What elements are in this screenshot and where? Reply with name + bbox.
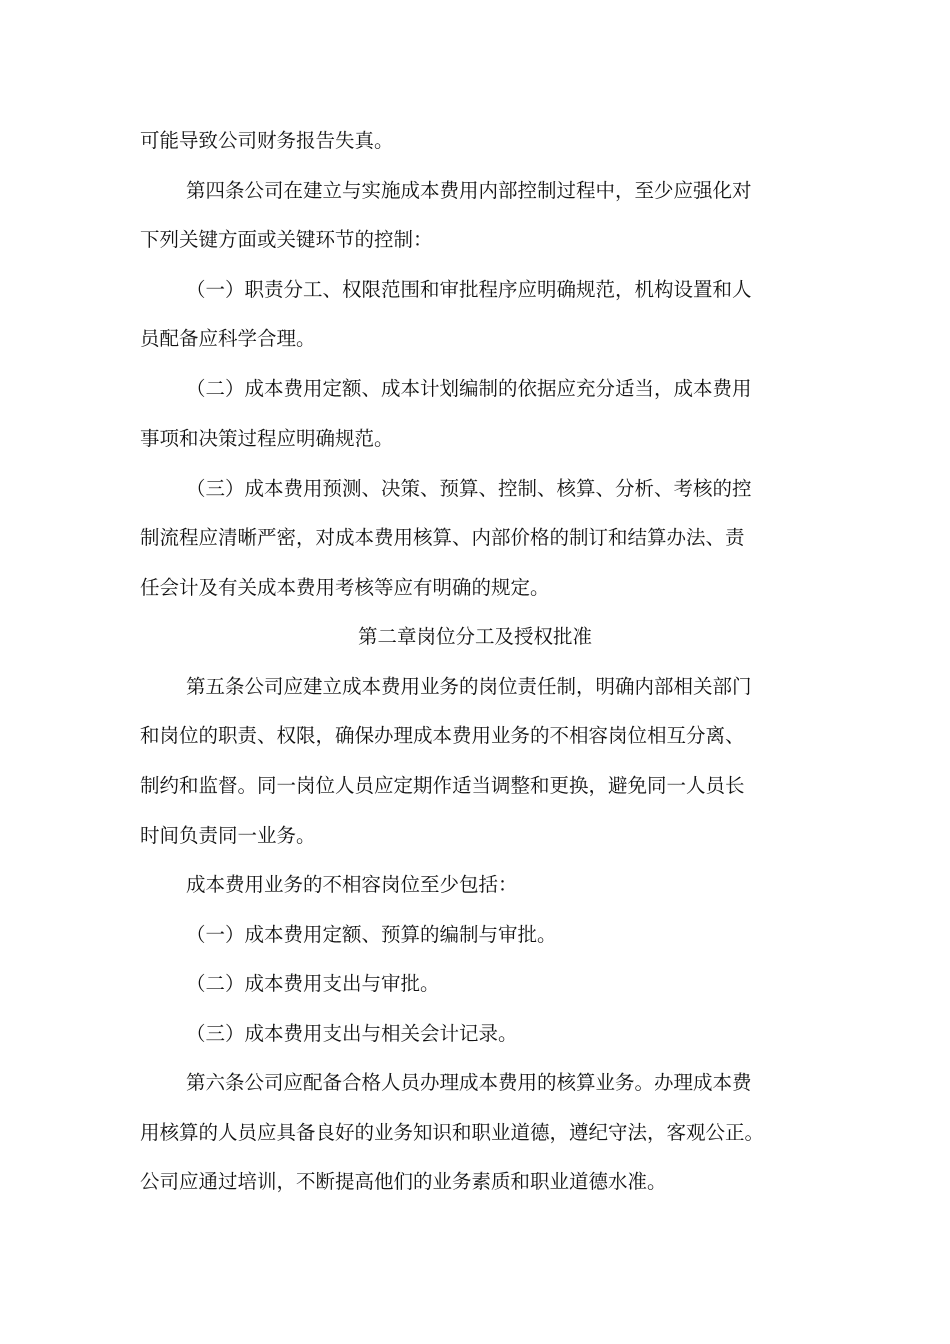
- article-5-line-4: 时间负责同一业务。: [140, 824, 316, 847]
- incompatible-item-3: （三）成本费用支出与相关会计记录。: [186, 1022, 518, 1045]
- item-3-line-2: 制流程应清晰严密，对成本费用核算、内部价格的制订和结算办法、责: [140, 526, 745, 549]
- item-1-line-1: （一）职责分工、权限范围和审批程序应明确规范，机构设置和人: [186, 278, 752, 301]
- article-6-line-1: 第六条公司应配备合格人员办理成本费用的核算业务。办理成本费: [186, 1071, 752, 1094]
- article-4-line-1: 第四条公司在建立与实施成本费用内部控制过程中，至少应强化对: [186, 179, 752, 202]
- item-2-line-1: （二）成本费用定额、成本计划编制的依据应充分适当，成本费用: [186, 377, 752, 400]
- text-line-1: 可能导致公司财务报告失真。: [140, 129, 394, 152]
- article-5-line-1: 第五条公司应建立成本费用业务的岗位责任制，明确内部相关部门: [186, 675, 752, 698]
- article-6-line-3: 公司应通过培训，不断提高他们的业务素质和职业道德水准。: [140, 1170, 667, 1193]
- article-5-line-2: 和岗位的职责、权限，确保办理成本费用业务的不相容岗位相互分离、: [140, 724, 745, 747]
- item-3-line-3: 任会计及有关成本费用考核等应有明确的规定。: [140, 576, 550, 599]
- article-4-line-2: 下列关键方面或关键环节的控制：: [140, 228, 433, 251]
- article-5-line-3: 制约和监督。同一岗位人员应定期作适当调整和更换，避免同一人员长: [140, 774, 745, 797]
- item-1-line-2: 员配备应科学合理。: [140, 327, 316, 350]
- article-6-line-2: 用核算的人员应具备良好的业务知识和职业道德，遵纪守法，客观公正。: [140, 1121, 765, 1144]
- item-2-line-2: 事项和决策过程应明确规范。: [140, 427, 394, 450]
- item-3-line-1: （三）成本费用预测、决策、预算、控制、核算、分析、考核的控: [186, 477, 752, 500]
- incompatible-item-2: （二）成本费用支出与审批。: [186, 972, 440, 995]
- chapter-2-heading: 第二章岗位分工及授权批准: [357, 625, 592, 648]
- incompatible-item-1: （一）成本费用定额、预算的编制与审批。: [186, 923, 557, 946]
- incompatible-posts-intro: 成本费用业务的不相容岗位至少包括：: [186, 873, 518, 896]
